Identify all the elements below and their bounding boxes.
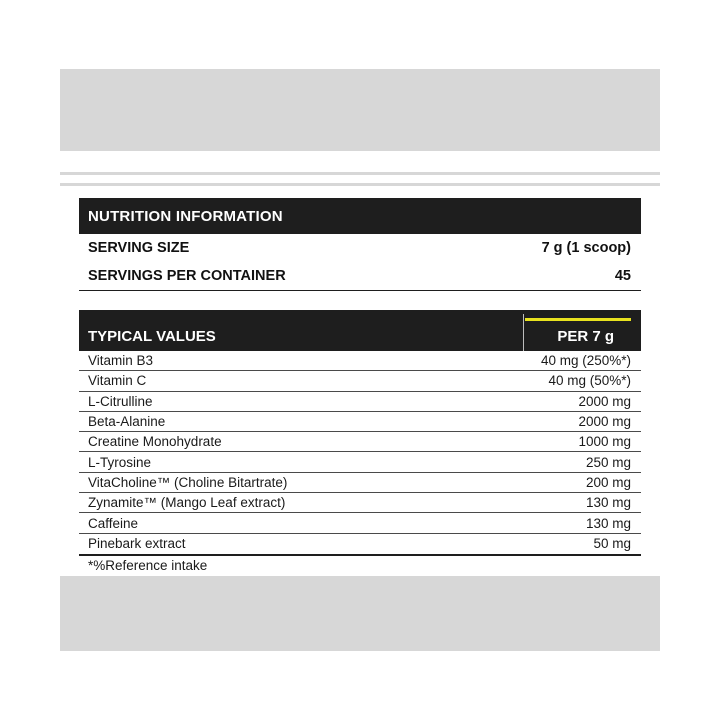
table-row bbox=[79, 432, 641, 452]
table-row bbox=[79, 534, 641, 554]
nutrient-amount: 1000 mg bbox=[578, 434, 631, 450]
footnote: *%Reference intake bbox=[88, 557, 208, 573]
table-row bbox=[79, 351, 641, 371]
panel-title: NUTRITION INFORMATION bbox=[79, 198, 641, 234]
nutrient-amount: 40 mg (50%*) bbox=[548, 373, 631, 389]
nutrient-amount: 130 mg bbox=[585, 495, 631, 511]
table-row bbox=[79, 513, 641, 533]
top-gray-band bbox=[60, 69, 660, 151]
serving-size-value: 7 g (1 scoop) bbox=[541, 240, 631, 256]
nutrient-name: Vitamin C bbox=[88, 373, 147, 389]
nutrient-name: Zynamite™ (Mango Leaf extract) bbox=[88, 495, 286, 511]
nutrient-amount: 2000 mg bbox=[578, 393, 631, 409]
nutrient-name: Creatine Monohydrate bbox=[88, 434, 222, 450]
nutrient-name: Caffeine bbox=[88, 515, 139, 531]
servings-per-container-row bbox=[79, 262, 641, 291]
nutrient-rows bbox=[79, 351, 641, 556]
table-header bbox=[79, 310, 641, 351]
table-row bbox=[79, 473, 641, 493]
servings-per-container-label: SERVINGS PER CONTAINER bbox=[88, 268, 286, 284]
nutrient-name: L-Citrulline bbox=[88, 393, 153, 409]
nutrient-amount: 40 mg (250%*) bbox=[540, 353, 631, 369]
nutrition-panel bbox=[79, 198, 641, 573]
accent-line bbox=[525, 318, 631, 321]
table-row bbox=[79, 452, 641, 472]
nutrient-name: Vitamin B3 bbox=[88, 353, 154, 369]
nutrient-name: Pinebark extract bbox=[88, 536, 186, 552]
nutrient-amount: 50 mg bbox=[593, 536, 631, 552]
divider-stripe bbox=[60, 172, 660, 175]
nutrient-amount: 130 mg bbox=[585, 515, 631, 531]
nutrient-name: Beta-Alanine bbox=[88, 414, 166, 430]
nutrient-amount: 2000 mg bbox=[578, 414, 631, 430]
table-row bbox=[79, 371, 641, 391]
table-row bbox=[79, 493, 641, 513]
nutrient-amount: 200 mg bbox=[585, 474, 631, 490]
serving-size-label: SERVING SIZE bbox=[88, 240, 190, 256]
servings-per-container-value: 45 bbox=[614, 268, 631, 284]
serving-size-row bbox=[79, 234, 641, 262]
per-serving-label: PER 7 g bbox=[557, 328, 614, 345]
nutrient-name: L-Tyrosine bbox=[88, 454, 152, 470]
table-row bbox=[79, 412, 641, 432]
divider-stripe bbox=[60, 183, 660, 186]
nutrient-amount: 250 mg bbox=[585, 454, 631, 470]
bottom-gray-band bbox=[60, 576, 660, 651]
nutrient-name: VitaCholine™ (Choline Bitartrate) bbox=[88, 474, 288, 490]
typical-values-label: TYPICAL VALUES bbox=[88, 328, 216, 345]
column-divider bbox=[523, 314, 524, 351]
table-row bbox=[79, 392, 641, 412]
